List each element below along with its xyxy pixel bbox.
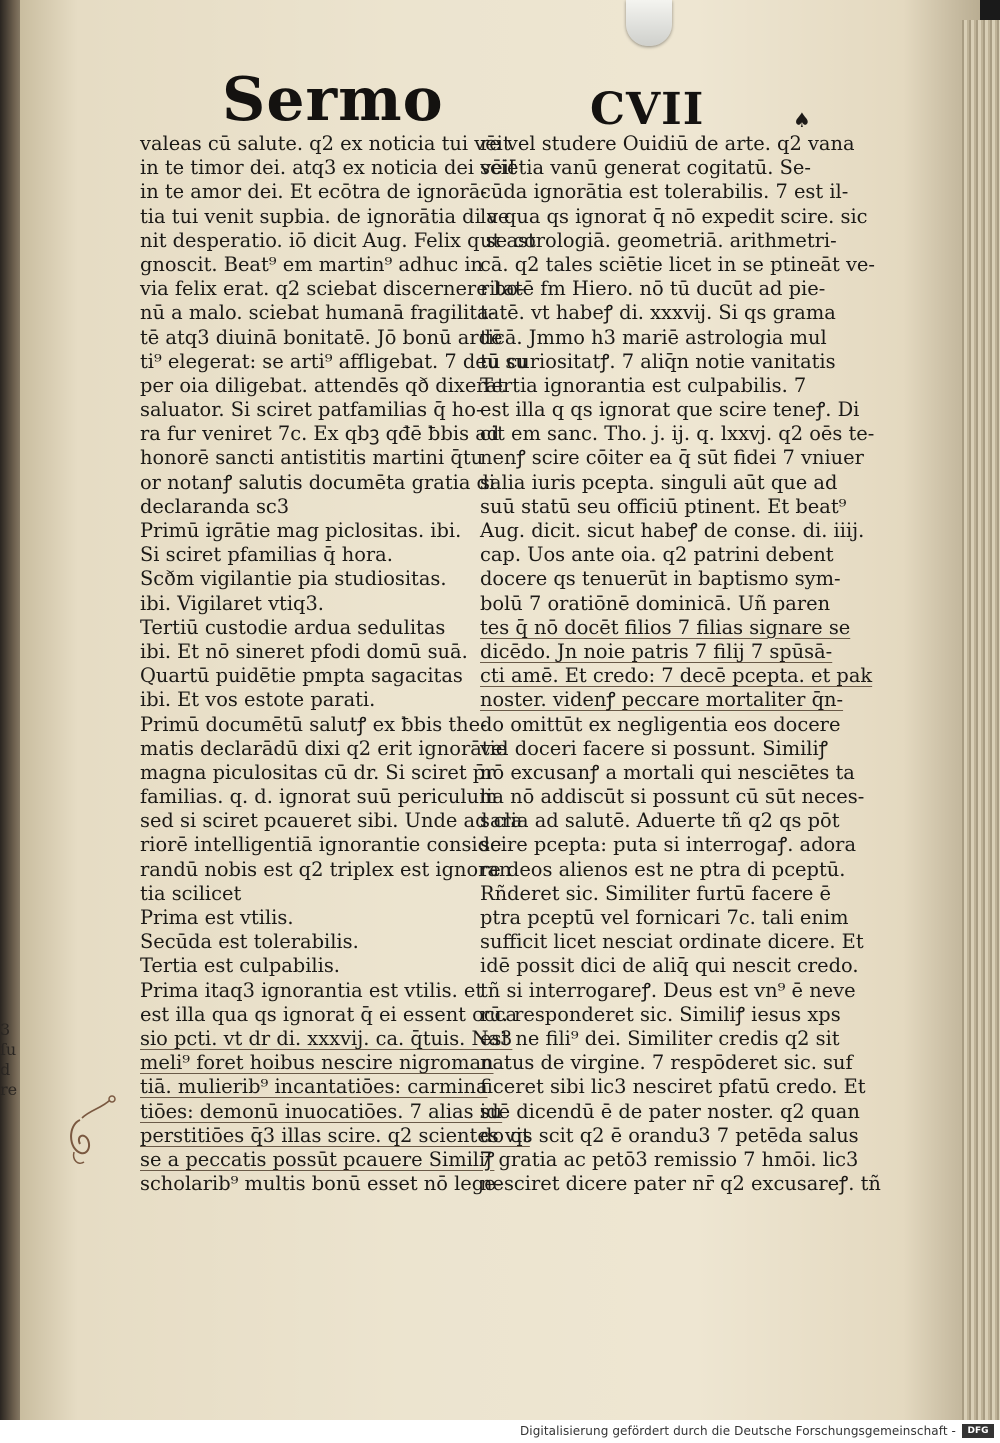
text-line: meli⁹ foret hoibus nescire nigroman bbox=[140, 1051, 494, 1075]
text-line: in te amor dei. Et ecōtra de ignorā- bbox=[140, 180, 487, 204]
text-line: nū a malo. sciebat humanā fragilita- bbox=[140, 301, 496, 325]
text-line: perstitiōes q̄3 illas scire. q2 scientes vit bbox=[140, 1123, 530, 1147]
text-line: tiā. mulierib⁹ incantatiōes: carmina bbox=[140, 1075, 488, 1099]
text-line: ibi. Et vos estote parati. bbox=[140, 688, 376, 712]
text-line: Secūda est tolerabilis. bbox=[140, 930, 359, 954]
text-line: tē atq3 diuinā bonitatē. Jō bonū ardē bbox=[140, 325, 503, 349]
text-line: Quartū puidētie pmpta sagacitas bbox=[140, 664, 463, 688]
text-line: tia tui venit supbia. de ignorātia di ve bbox=[140, 204, 510, 228]
text-line: honorē sancti antistitis martini q̄tu bbox=[140, 446, 484, 470]
text-line: cti amē. Et credo: 7 decē pcepta. et pak bbox=[480, 664, 873, 688]
funding-notice: Digitalisierung gefördert durch die Deutsche Forschungsgemeinschaft - bbox=[519, 1424, 956, 1438]
text-line: est illa q qs ignorat que scire teneꝭ. Di bbox=[480, 398, 860, 422]
text-line: nenꝭ scire cōiter ea q̄ sūt fidei 7 vniuer bbox=[480, 446, 864, 470]
text-line: la qua qs ignorat q̄ nō expedit scire. sic bbox=[480, 204, 868, 228]
text-line: familias. q. d. ignorat suū periculum bbox=[140, 785, 498, 809]
text-line: est ne fili⁹ dei. Similiter credis q2 sit bbox=[480, 1026, 840, 1050]
footer-bar bbox=[0, 1420, 1000, 1443]
text-line: salia iuris pcepta. singuli aūt que ad bbox=[480, 470, 838, 494]
text-line: tñ si interrogareꝭ. Deus est vn⁹ ē neve bbox=[480, 978, 856, 1002]
text-line: noster. videnꝭ peccare mortaliter q̄n- bbox=[480, 688, 844, 712]
text-line: Tertiū custodie ardua sedulitas bbox=[140, 615, 446, 639]
text-line: est illa qua qs ignorat q̄ ei essent occa bbox=[140, 1002, 518, 1026]
text-line: nō excusanꝭ a mortali qui nesciētes ta bbox=[480, 760, 855, 784]
text-line: se a peccatis possūt pcauere Similiꝭ bbox=[140, 1147, 495, 1171]
text-line: ti⁹ elegerat: se arti⁹ affligebat. 7 deū su bbox=[140, 349, 528, 373]
text-line: nesciret dicere pater nr̄ q2 excusareꝭ. tñ bbox=[480, 1172, 881, 1196]
text-line: tatē. vt habeꝭ di. xxxvij. Si qs grama bbox=[480, 301, 836, 325]
text-line: ibi. Et nō sineret pfodi domū suā. bbox=[140, 639, 468, 663]
text-line: tia scilicet bbox=[140, 881, 242, 905]
text-line: valeas cū salute. q2 ex noticia tui vēit bbox=[140, 132, 511, 155]
text-line: natus de virgine. 7 respōderet sic. suf bbox=[480, 1051, 853, 1075]
text-column-right bbox=[480, 132, 881, 1196]
page-clip bbox=[626, 0, 672, 46]
margin-mark: ſu bbox=[0, 1040, 17, 1059]
text-line: ptra pceptū vel fornicari 7c. tali enim bbox=[480, 906, 849, 929]
text-line: ut astrologiā. geometriā. arithmetri- bbox=[480, 228, 837, 252]
text-line: do omittūt ex negligentia eos docere bbox=[480, 712, 841, 736]
text-line: re vel studere Ouidiū de arte. q2 vana bbox=[480, 132, 855, 155]
text-line: Tertia est culpabilis. bbox=[140, 954, 340, 978]
text-line: Scðm vigilantie pia studiositas. bbox=[140, 567, 447, 591]
text-line: 7 gratia ac petō3 remissio 7 hmōi. lic3 bbox=[480, 1147, 859, 1171]
text-line: suū statū seu officiū ptinent. Et beat⁹ bbox=[480, 494, 847, 518]
dfg-logo: DFG bbox=[962, 1424, 994, 1438]
page-edges bbox=[962, 20, 1000, 1420]
text-line: scholarib⁹ multis bonū esset nō lege- bbox=[140, 1172, 503, 1196]
text-line: nit desperatio. iō dicit Aug. Felix q se co bbox=[140, 228, 536, 252]
signature-mark: ♠ bbox=[793, 108, 811, 132]
text-line: magna piculositas cū dr. Si sciret p̄r bbox=[140, 760, 495, 784]
text-line: ra fur veniret 7c. Ex qbꝫ qđē ƀbis ad bbox=[140, 422, 500, 446]
margin-mark: 3 bbox=[0, 1020, 11, 1039]
text-line: vel doceri facere si possunt. Similiꝭ bbox=[480, 736, 828, 760]
text-line: tes q̄ nō docēt filios 7 filias signare se bbox=[480, 615, 851, 639]
text-line: re deos alienos est ne ptra di pceptū. bbox=[480, 857, 846, 881]
text-line: ibi. Vigilaret vtiq3. bbox=[140, 591, 324, 615]
text-line: cit em sanc. Tho. j. ij. q. lxxvj. q2 oēs te- bbox=[480, 422, 875, 446]
text-line: gnoscit. Beat⁹ em martin⁹ adhuc in bbox=[140, 252, 484, 276]
text-line: cā. q2 tales sciētie licet in se ptineāt ve- bbox=[480, 252, 875, 276]
text-line: per oia diligebat. attendēs qð dixerat bbox=[140, 373, 505, 397]
text-line: riorē intelligentiā ignorantie conside bbox=[140, 833, 502, 857]
margin-mark: d bbox=[0, 1060, 11, 1079]
text-line: idē possit dici de aliq̄ qui nescit credo. bbox=[480, 954, 859, 978]
text-line: via felix erat. q2 sciebat discernere bo- bbox=[140, 277, 525, 301]
text-line: saria ad salutē. Aduerte tñ q2 qs pōt bbox=[480, 809, 840, 833]
text-line: in te timor dei. atq3 ex noticia dei vēit bbox=[140, 156, 517, 180]
text-line: sciētia vanū generat cogitatū. Se- bbox=[480, 156, 811, 180]
text-line: tū curiositatꝭ. 7 aliq̄n notie vanitatis bbox=[480, 349, 836, 373]
marginal-doodle bbox=[62, 1090, 122, 1170]
text-line: ritatē fm Hiero. nō tū ducūt ad pie- bbox=[480, 277, 826, 301]
text-line: docere qs tenuerūt in baptismo sym- bbox=[480, 567, 841, 591]
margin-mark: re bbox=[0, 1080, 18, 1099]
text-line: scire pcepta: puta si interrogaꝭ. adora bbox=[480, 833, 857, 857]
text-line: Prima itaq3 ignorantia est vtilis. et bbox=[140, 978, 484, 1002]
text-line: Primū documētū salutꝭ ex ƀbis the- bbox=[140, 712, 487, 736]
text-line: Tertia ignorantia est culpabilis. 7 bbox=[480, 373, 807, 397]
text-line: sed si sciret pcaueret sibi. Unde ad cla bbox=[140, 809, 523, 833]
text-line: ficeret sibi lic3 nesciret pfatū credo. Et bbox=[480, 1075, 866, 1099]
text-line: declaranda sc3 bbox=[140, 494, 290, 518]
text-line: Aug. dicit. sicut habeꝭ de conse. di. iiij. bbox=[480, 519, 865, 542]
text-line: matis declarādū dixi q2 erit ignorātie bbox=[140, 736, 508, 760]
text-line: do qs scit q2 ē orandu3 7 petēda salus bbox=[480, 1123, 859, 1147]
text-line: idē dicendū ē de pater noster. q2 quan bbox=[480, 1099, 860, 1123]
folio-number: CVII bbox=[590, 84, 705, 135]
text-column-left bbox=[140, 132, 536, 1196]
text-line: dicēdo. Jn noie patris 7 filij 7 spūsā- bbox=[480, 639, 833, 663]
margin-marks bbox=[0, 1020, 20, 1100]
text-line: randū nobis est q2 triplex est ignoran bbox=[140, 857, 512, 881]
text-line: bolū 7 oratiōnē dominicā. Uñ paren bbox=[480, 591, 831, 615]
text-line: tiōes: demonū inuocatiōes. 7 alias su bbox=[140, 1099, 503, 1123]
text-line: rū. responderet sic. Similiꝭ iesus xps bbox=[480, 1002, 841, 1026]
text-line: cūda ignorātia est tolerabilis. 7 est il- bbox=[480, 180, 849, 204]
text-line: Primū igrātie mag piclositas. ibi. bbox=[140, 519, 462, 542]
running-head-left: Sermo bbox=[222, 65, 444, 135]
text-line: sio pcti. vt dr di. xxxvij. ca. q̄tuis. Na3 bbox=[140, 1026, 513, 1050]
text-line: cap. Uos ante oia. q2 patrini debent bbox=[480, 543, 834, 567]
text-line: lia nō addiscūt si possunt cū sūt neces- bbox=[480, 785, 865, 809]
text-line: sufficit licet nesciat ordinate dicere. Et bbox=[480, 930, 864, 954]
text-line: saluator. Si sciret patfamilias q̄ ho- bbox=[140, 398, 483, 422]
text-line: Prima est vtilis. bbox=[140, 906, 294, 929]
text-line: ticā. Jmmo h3 mariē astrologia mul bbox=[480, 325, 827, 349]
text-line: or notanꝭ salutis documēta gratia di bbox=[140, 470, 496, 494]
text-line: Rñderet sic. Similiter furtū facere ē bbox=[480, 881, 832, 905]
text-line: Si sciret pfamilias q̄ hora. bbox=[140, 543, 393, 567]
